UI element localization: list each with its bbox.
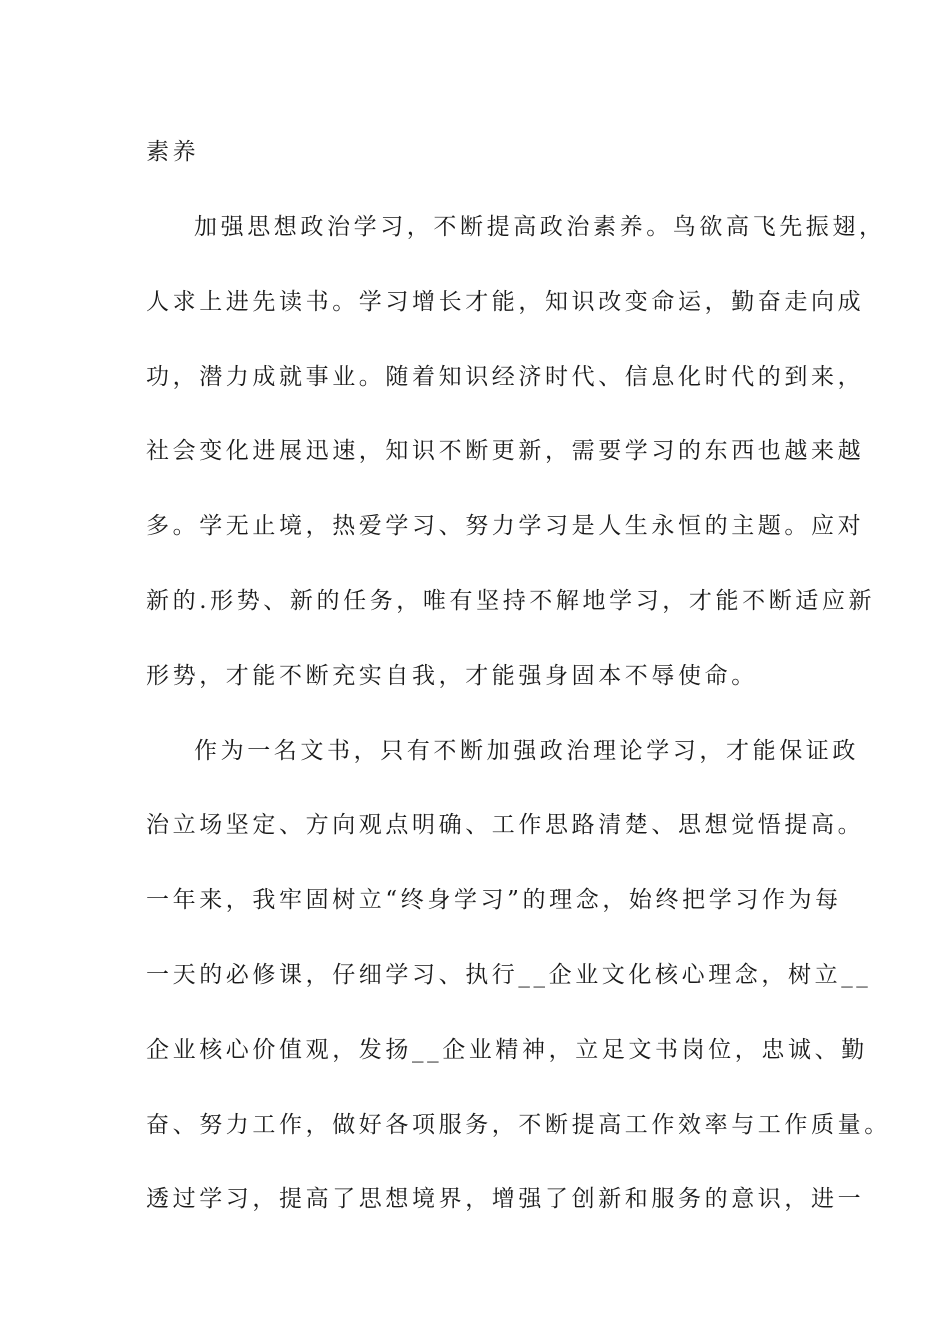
paragraph-line: 功，潜力成就事业。随着知识经济时代、信息化时代的到来， bbox=[146, 364, 865, 390]
heading-fragment: 素养 bbox=[146, 139, 200, 165]
paragraph-line: 一天的必修课，仔细学习、执行__企业文化核心理念，树立__ bbox=[146, 962, 872, 988]
paragraph-line: 新的.形势、新的任务，唯有坚持不解地学习，才能不断适应新 bbox=[146, 588, 876, 614]
paragraph-line: 奋、努力工作，做好各项服务，不断提高工作效率与工作质量。 bbox=[146, 1112, 891, 1138]
paragraph-line: 加强思想政治学习，不断提高政治素养。鸟欲高飞先振翅， bbox=[194, 214, 886, 240]
paragraph-line: 治立场坚定、方向观点明确、工作思路清楚、思想觉悟提高。 bbox=[146, 812, 865, 838]
paragraph-line: 社会变化进展迅速，知识不断更新，需要学习的东西也越来越 bbox=[146, 438, 865, 464]
paragraph-line: 企业核心价值观，发扬__企业精神，立足文书岗位，忠诚、勤 bbox=[146, 1037, 868, 1063]
paragraph-line: 人求上进先读书。学习增长才能，知识改变命运，勤奋走向成 bbox=[146, 289, 865, 315]
paragraph-line: 透过学习，提高了思想境界，增强了创新和服务的意识，进一 bbox=[146, 1186, 865, 1212]
paragraph-line: 多。学无止境，热爱学习、努力学习是人生永恒的主题。应对 bbox=[146, 513, 865, 539]
paragraph-line: 作为一名文书，只有不断加强政治理论学习，才能保证政 bbox=[194, 738, 859, 764]
paragraph-line: 一年来，我牢固树立“终身学习”的理念，始终把学习作为每 bbox=[146, 887, 842, 913]
paragraph-line: 形势，才能不断充实自我，才能强身固本不辱使命。 bbox=[146, 663, 758, 689]
